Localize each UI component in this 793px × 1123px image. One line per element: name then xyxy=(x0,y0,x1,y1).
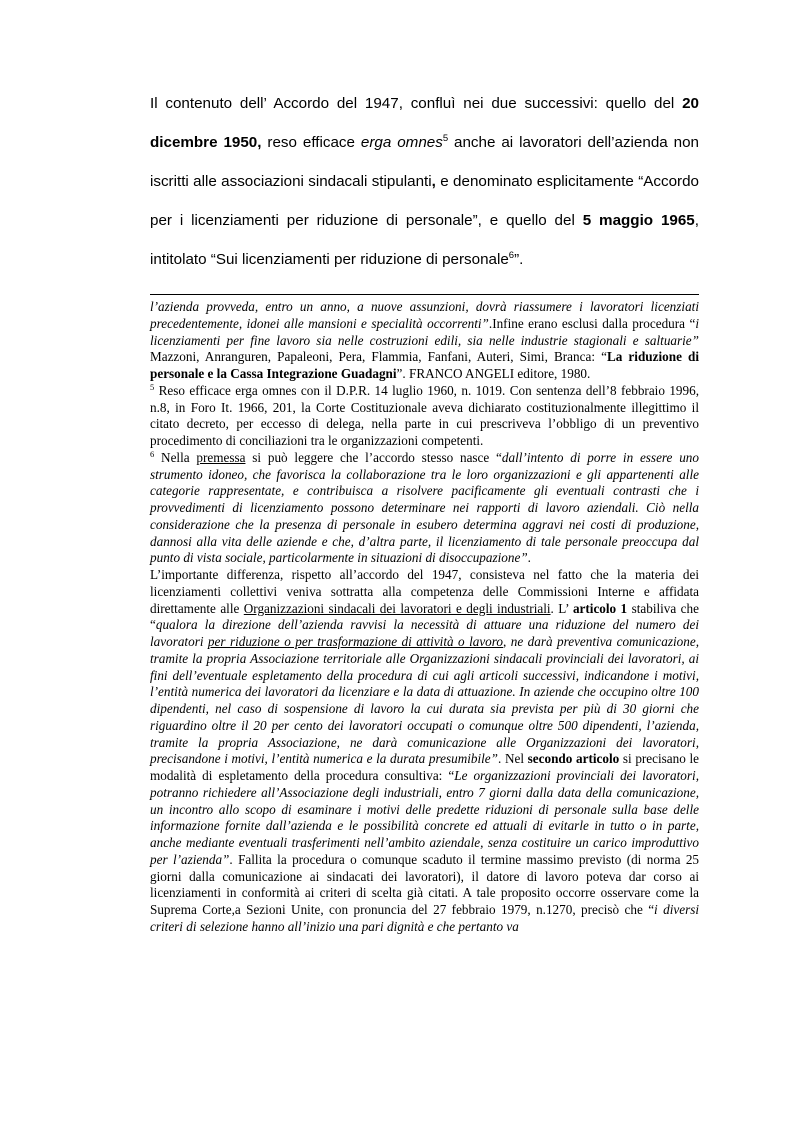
quote-text: qualora la direzione dell’azienda ravvisi la necessità di attuare una riduzione del numero dei lavoratori xyxy=(150,617,699,649)
book-title: La riduzione di personale e la Cassa Integrazione Guadagni xyxy=(150,349,700,381)
quote-text: i licenziamenti per fine lavoro sia nelle costruzioni edili, sia nelle industrie stagionali e saltuarie” xyxy=(150,315,700,348)
body-text: ”. xyxy=(514,251,524,268)
footnote-ref-5: 5 xyxy=(442,133,449,144)
date-1950: 20 dicembre 1950, xyxy=(150,95,699,151)
underlined-quote: per riduzione o per trasformazione di attività o lavoro xyxy=(207,634,504,649)
underlined-term: Organizzazioni sindacali dei lavoratori e degli industriali xyxy=(243,600,551,616)
quote-text: Le organizzazioni provinciali dei lavoratori, potranno richiedere all’Associazione degli industriali, entro 7 giorni dalla data della comunicazione, un incontro allo scopo di esaminare i motivi delle predette riduzioni di personale sulla base delle informazione fornite dall’azienda e le possibilità concrete ed attuali di evitarle in tutto o in parte, anche mediante eventuali trasferimenti nell’ambito aziendale, senza costituire un carico improduttivo per l’azienda” xyxy=(150,768,699,867)
quote-text: dall’intento di porre in essere uno strumento idoneo, che favorisca la collaborazione tra le loro organizzazioni e gli appartenenti alle categorie rappresentate, e contribuisca a risolvere pacificamente gli eventuali contrasti che i provvedimenti di licenziamento possono determinare nei rapporti di lavoro aziendali. Ciò nella considerazione che la presenza di personale in esubero determina aggravi nei costi di produzione, dannosi alla vita delle aziende e che, d’altra parte, il licenziamento di tale personale preoccupa dal punto di vista sociale, particolarmente in situazioni di disoccupazione” xyxy=(150,449,699,566)
body-paragraph xyxy=(150,84,699,279)
body-text: anche ai lavoratori dell’azienda non iscritti alle associazioni sindacali stipulanti xyxy=(150,134,699,190)
quote-text: i diversi criteri di selezione hanno all’inizio una pari dignità e che pertanto va xyxy=(150,902,699,934)
bold-comma: , xyxy=(431,173,436,190)
footnotes xyxy=(150,299,699,936)
body-text: e denominato esplicitamente “Accordo per i licenziamenti per riduzione di personale”, e quello del xyxy=(150,173,699,229)
quote-text: , ne darà preventiva comunicazione, tramite la propria Associazione territoriale alle Organizzazioni sindacali provinciali dei lavoratori, ai fini dell’eventuale espletamento della procedura di cui agli articoli successivi, indicandone i motivi, l’entità numerica dei lavoratori da licenziare e la data di attuazione. In aziende che occupino oltre 100 dipendenti, nel caso di sospensione di lavoro la cui durata sia prevista per più di 30 giorni che riguardino oltre il 20 per cento dei lavoratori occupati o comunque oltre 500 dipendenti, l’azienda, tramite la propria Associazione, ne darà comunicazione alle Organizzazioni dei lavoratori, precisandone i motivi, l’entità numerica e la durata presumibile” xyxy=(150,634,699,767)
body-text: , intitolato “Sui licenziamenti per riduzione di personale xyxy=(150,212,699,268)
footnote-4-continuation: l’azienda provveda, entro un anno, a nuove assunzioni, dovrà riassumere i lavoratori licenziati precedentemente, idonei alle mansioni e specialità occorrenti”.Infine erano esclusi dalla procedura “i licenziamenti per fine lavoro sia nelle costruzioni edili, sia nelle industrie stagionali e saltuarie” Mazzoni, Anranguren, Papaleoni, Pera, Flammia, Fanfani, Auteri, Simi, Branca: “La riduzione di personale e la Cassa Integrazione Guadagni”. FRANCO ANGELI editore, 1980. xyxy=(150,299,700,381)
footnote-6-paragraph-2: L’importante differenza, rispetto all’accordo del 1947, consisteva nel fatto che la materia dei licenziamenti collettivi veniva sottratta alla competenza delle Commissioni Interne e affidata direttamente alle Organizzazioni sindacali dei lavoratori e degli industriali. L’ articolo 1 stabiliva che “qualora la direzione dell’azienda ravvisi la necessità di attuare una riduzione del numero dei lavoratori per riduzione o per trasformazione di attività o lavoro, ne darà preventiva comunicazione, tramite la propria Associazione territoriale alle Organizzazioni sindacali provinciali dei lavoratori, ai fini dell’eventuale espletamento della procedura di cui agli articoli successivi, indicandone i motivi, l’entità numerica dei lavoratori da licenziare e la data di attuazione. In aziende che occupino oltre 100 dipendenti, nel caso di sospensione di lavoro la cui durata sia prevista per più di 30 giorni che riguardino oltre il 20 per cento dei lavoratori occupati o comunque oltre 500 dipendenti, l’azienda, tramite la propria Associazione, ne darà comunicazione alle Organizzazioni dei lavoratori, precisandone i motivi, l’entità numerica e la durata presumibile”. Nel secondo articolo si precisano le modalità di espletamento della procedura consultiva: “Le organizzazioni provinciali dei lavoratori, potranno richiedere all’Associazione degli industriali, entro 7 giorni dalla data della comunicazione, un incontro allo scopo di esaminare i motivi delle predette riduzioni di personale sulla base delle informazione fornite dall’azienda e le possibilità concrete ed attuali di evitarle in tutto o in parte, anche mediante eventuali trasferimenti nell’ambito aziendale, senza costituire un carico improduttivo per l’azienda”. Fallita la procedura o comunque scaduto il termine massimo previsto (di norma 25 giorni dalla comunicazione ai sindacati dei lavoratori), il datore di lavoro poteva dar corso ai licenziamenti in conformità ai criteri di scelta già citati. A tale proposito occorre osservare come la Suprema Corte,a Sezioni Unite, con pronuncia del 27 febbraio 1979, n.1270, precisò che “i diversi criteri di selezione hanno all’inizio una pari dignità e che pertanto va xyxy=(150,567,700,934)
article-1-ref: articolo 1 xyxy=(572,600,628,616)
footnote-6: $^6$ Nella premessa si può leggere che l’accordo stesso nasce “dall’intento di porre in essere uno strumento idoneo, che favorisca la collaborazione tra le loro organizzazioni e gli appartenenti alle categorie rappresentate, e contribuisca a risolvere pacificamente gli eventuali contrasti che i provvedimenti di licenziamento possono determinare nei rapporti di lavoro aziendali. Ciò nella considerazione che la presenza di personale in esubero determina aggravi nei costi di produzione, dannosi alla vita delle aziende e che, d’altra parte, il licenziamento di tale personale preoccupa dal punto di vista sociale, particolarmente in situazioni di disoccupazione”. xyxy=(150,448,699,566)
footnote-number: 6 xyxy=(150,448,155,459)
underlined-term: premessa xyxy=(196,449,246,465)
article-2-ref: secondo articolo xyxy=(527,751,620,767)
date-1965: 5 maggio 1965 xyxy=(582,212,695,229)
footnote-5: $^5$ Reso efficace erga omnes con il D.P.R. 14 luglio 1960, n. 1019. Con sentenza dell’8 febbraio 1996, n.8, in Foro It. 1966, 201, la Corte Costituzionale aveva dichiarato costituzionalmente illegittimo il citato decreto, per eccesso di delega, nella parte in cui prescriveva l’obbligo di un preventivo procedimento di conciliazioni tra le organizzazioni competenti. xyxy=(150,381,699,448)
body-text: reso efficace xyxy=(261,134,361,151)
footnote-number: 5 xyxy=(150,381,155,392)
erga-omnes-term: erga omnes xyxy=(360,134,443,151)
quote-text: l’azienda provveda, entro un anno, a nuove assunzioni, dovrà riassumere i lavoratori licenziati precedentemente, idonei alle mansioni e specialità occorrenti” xyxy=(150,299,699,331)
footnote-separator xyxy=(150,294,699,295)
footnote-ref-6: 6 xyxy=(508,250,515,261)
body-text: Il contenuto dell’ Accordo del 1947, confluì nei due successivi: quello del xyxy=(150,95,683,112)
